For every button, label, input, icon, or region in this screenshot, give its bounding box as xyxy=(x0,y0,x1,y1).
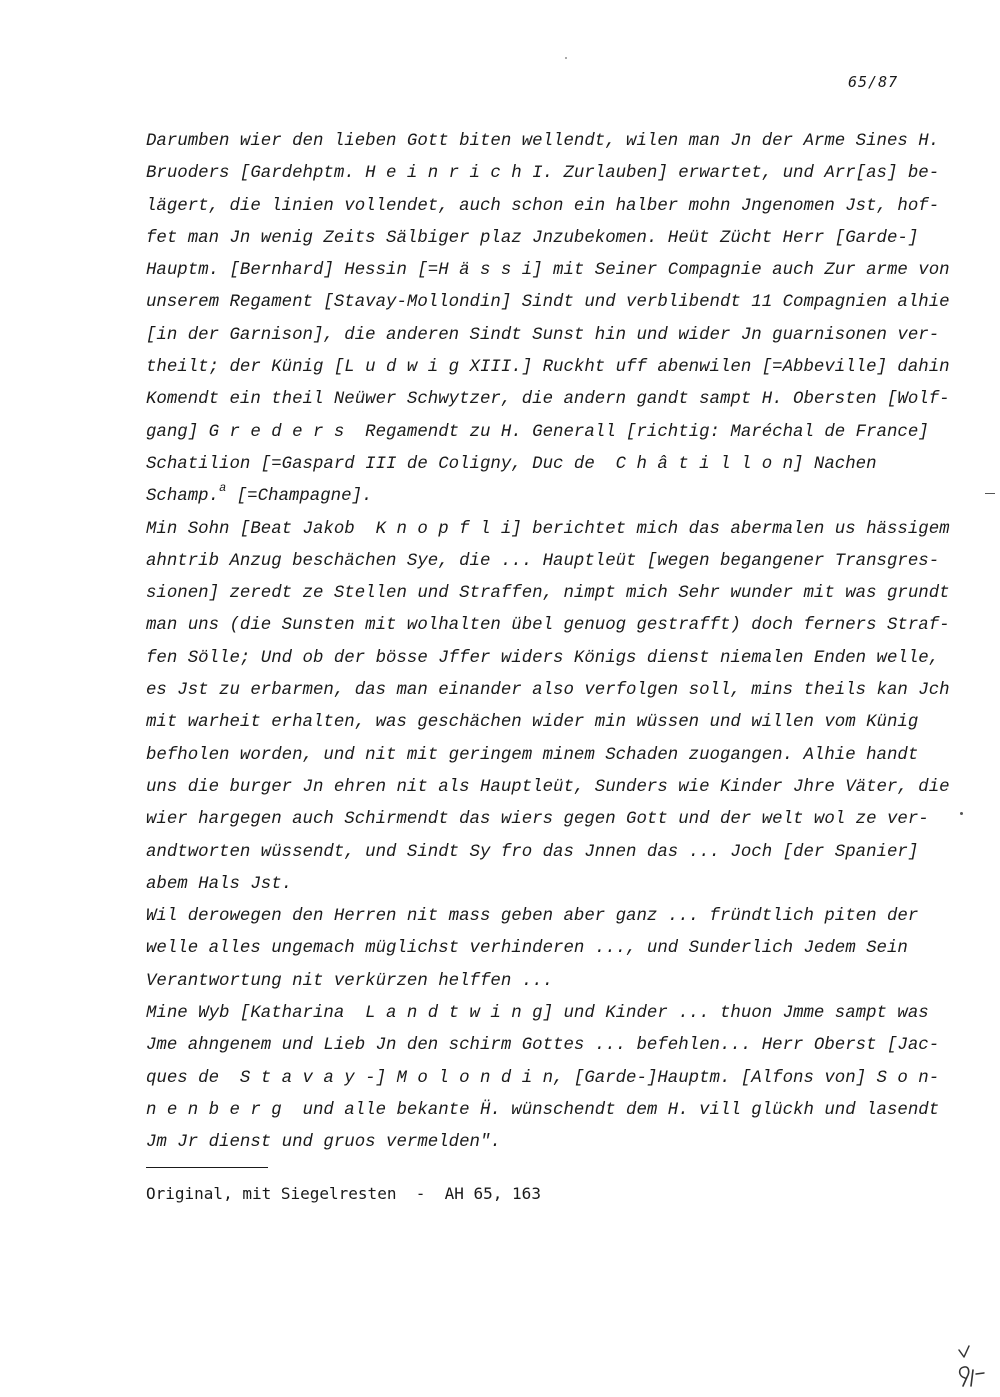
text-line: fen Sölle; Und ob der bösse Jffer widers Königs dienst niemalen Enden welle, xyxy=(146,648,940,668)
text-line: mit warheit erhalten, was geschächen wider min wüssen und willen vom Künig xyxy=(146,713,919,733)
text-segment: [=Champagne]. xyxy=(226,487,373,507)
footnote-source: Original, mit Siegelresten - AH 65, 163 xyxy=(146,1184,541,1203)
text-line: fet man Jn wenig Zeits Sälbiger plaz Jnzubekomen. Heüt Zücht Herr [Garde-] xyxy=(146,228,919,248)
text-line: unserem Regament [Stavay-Mollondin] Sindt und verblibendt 11 Compagnien alhie xyxy=(146,293,950,313)
text-line: Verantwortung nit verkürzen helffen ... xyxy=(146,971,554,991)
text-line: n e n b e r g und alle bekante Ḧ. wünschendt dem H. vill glückh und lasendt xyxy=(146,1100,940,1120)
text-line: man uns (die Sunsten mit wolhalten übel genuog gestrafft) doch ferners Straf- xyxy=(146,616,950,636)
superscript-marker: a xyxy=(219,481,227,496)
text-line: Wil derowegen den Herren nit mass geben aber ganz ... fründtlich piten der xyxy=(146,907,919,927)
folio-dash xyxy=(976,1373,984,1374)
margin-dot-mark xyxy=(960,812,963,815)
text-line: Bruoders [Gardehptm. H e i n r i c h I. Zurlauben] erwartet, und Arr[as] be- xyxy=(146,164,940,184)
text-line: gang] G r e d e r s Regamendt zu H. Generall [richtig: Maréchal de France] xyxy=(146,422,929,442)
text-line: es Jst zu erbarmen, das man einander also verfolgen soll, mins theils kan Jch xyxy=(146,681,950,701)
text-line: theilt; der Künig [L u d w i g XIII.] Ruckht uff abenwilen [=Abbeville] dahin xyxy=(146,358,950,378)
scan-artifact-dot xyxy=(565,57,567,59)
folio-numeral-1 xyxy=(971,1370,973,1386)
margin-dash-mark xyxy=(985,493,995,494)
text-line: Mine Wyb [Katharina L a n d t w i n g] und Kinder ... thuon Jmme sampt was xyxy=(146,1004,929,1024)
text-segment: Schamp. xyxy=(146,487,220,507)
text-line: Schatilion [=Gaspard III de Coligny, Duc de C h â t i l l o n] Nachen xyxy=(146,454,877,474)
text-line: Jm Jr dienst und gruos vermelden". xyxy=(146,1133,501,1153)
text-line: lägert, die linien vollendet, auch schon ein halber mohn Jngenomen Jst, hof- xyxy=(146,196,940,216)
text-line: abem Hals Jst. xyxy=(146,874,293,894)
text-line: ahntrib Anzug beschächen Sye, die ... Hauptleüt [wegen begangener Transgres- xyxy=(146,551,940,571)
folio-numeral-9 xyxy=(960,1367,969,1386)
text-line: uns die burger Jn ehren nit als Hauptleüt, Sunders wie Kinder Jhre Väter, die xyxy=(146,777,950,797)
text-line-with-superscript xyxy=(146,481,936,513)
text-line: sionen] zeredt ze Stellen und Straffen, nimpt mich Sehr wunder mit was grundt xyxy=(146,584,950,604)
text-line: Komendt ein theil Neüwer Schwytzer, die andern gandt sampt H. Obersten [Wolf- xyxy=(146,390,950,410)
text-line: Darumben wier den lieben Gott biten wellendt, wilen man Jn der Arme Sines H. xyxy=(146,132,940,151)
text-line: Jme ahngenem und Lieb Jn den schirm Gottes ... befehlen... Herr Oberst [Jac- xyxy=(146,1036,940,1056)
footnote-rule xyxy=(146,1167,268,1168)
page-number: 65/87 xyxy=(848,73,899,91)
text-line: welle alles ungemach müglichst verhinderen ..., und Sunderlich Jedem Sein xyxy=(146,939,908,959)
text-line: andtworten wüssendt, und Sindt Sy fro das Jnnen das ... Joch [der Spanier] xyxy=(146,842,919,862)
text-line: Hauptm. [Bernhard] Hessin [=H ä s s i] mit Seiner Compagnie auch Zur arme von xyxy=(146,261,950,281)
letter-body xyxy=(146,126,950,1160)
text-line: befholen worden, und nit mit geringem minem Schaden zuogangen. Alhie handt xyxy=(146,745,919,765)
text-line: [in der Garnison], die anderen Sindt Sunst hin und wider Jn guarnisonen ver- xyxy=(146,325,940,345)
text-line: wier hargegen auch Schirmendt das wiers gegen Gott und der welt wol ze ver- xyxy=(146,810,929,830)
check-mark-icon xyxy=(959,1346,969,1357)
handwritten-folio-mark xyxy=(948,1340,998,1390)
text-line: Min Sohn [Beat Jakob K n o p f l i] berichtet mich das abermalen us hässigem xyxy=(146,519,950,539)
text-line: ques de S t a v a y -] M o l o n d i n, [Garde-]Hauptm. [Alfons von] S o n- xyxy=(146,1068,940,1088)
